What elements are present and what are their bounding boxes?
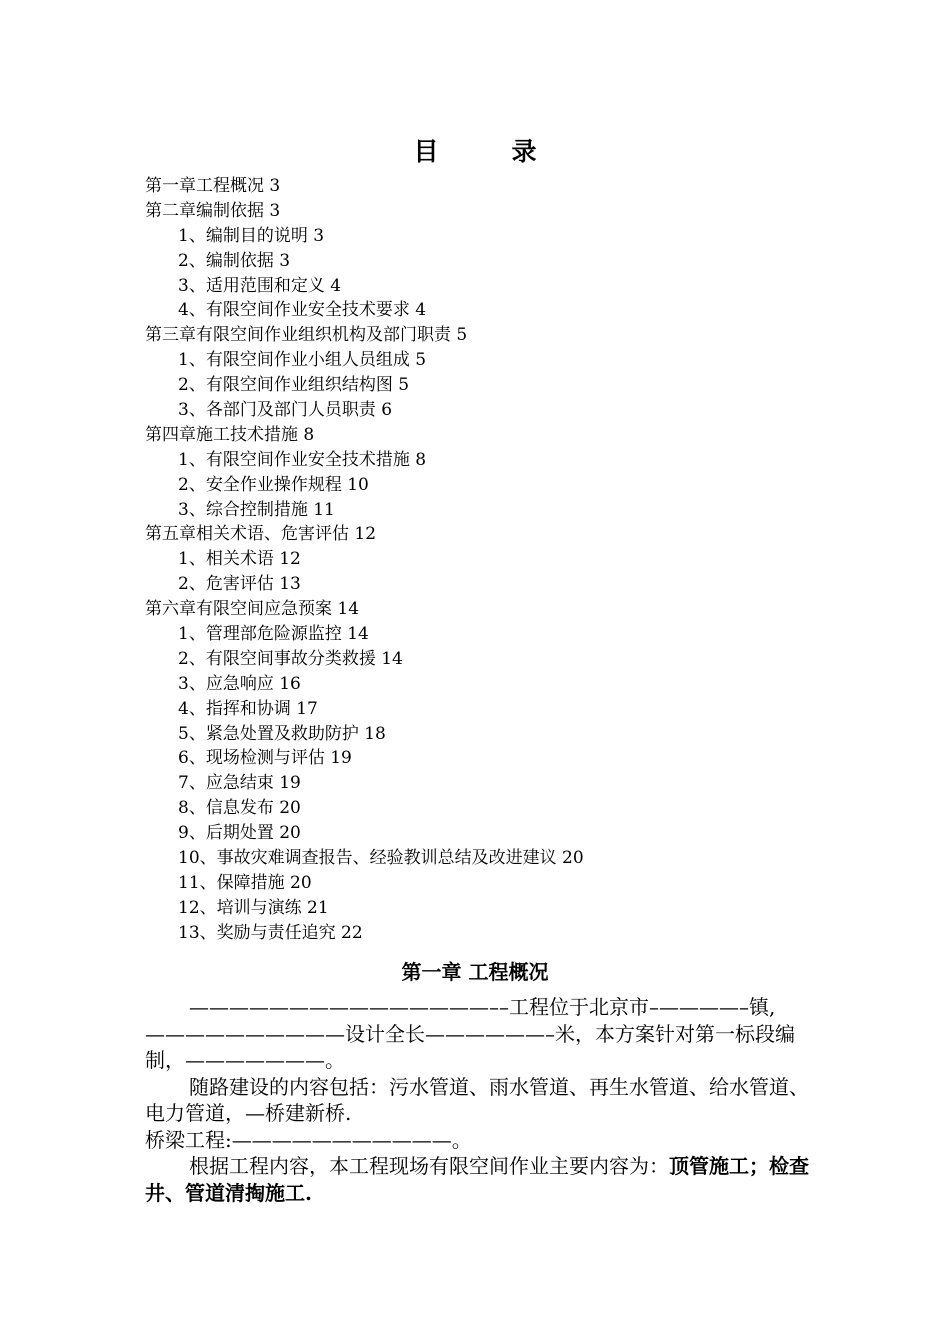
paragraph-bridge: 桥梁工程:———————————。 bbox=[145, 1127, 472, 1152]
toc-chapter-entry[interactable]: 第五章相关术语、危害评估 12 bbox=[145, 524, 377, 545]
toc-chapter-entry[interactable]: 第六章有限空间应急预案 14 bbox=[145, 599, 360, 620]
toc-section-entry[interactable]: 4、有限空间作业安全技术要求 4 bbox=[178, 300, 427, 321]
toc-section-entry[interactable]: 4、指挥和协调 17 bbox=[178, 698, 318, 719]
paragraph-work-content bbox=[145, 1153, 810, 1206]
paragraph-scope: 随路建设的内容包括：污水管道、雨水管道、再生水管道、给水管道、电力管道，—桥建新桥. bbox=[145, 1074, 809, 1125]
toc-section-entry[interactable]: 1、有限空间作业安全技术措施 8 bbox=[178, 449, 427, 470]
toc-section-entry[interactable]: 3、适用范围和定义 4 bbox=[178, 275, 342, 296]
toc-chapter-entry[interactable]: 第二章编制依据 3 bbox=[145, 200, 281, 221]
toc-section-entry[interactable]: 3、各部门及部门人员职责 6 bbox=[178, 400, 393, 421]
toc-section-entry[interactable]: 2、安全作业操作规程 10 bbox=[178, 474, 369, 495]
toc-section-entry[interactable]: 1、相关术语 12 bbox=[178, 549, 301, 570]
chapter-body bbox=[145, 994, 810, 1206]
toc-section-entry[interactable]: 3、综合控制措施 11 bbox=[178, 499, 335, 520]
toc-section-entry[interactable]: 2、有限空间事故分类救援 14 bbox=[178, 648, 403, 669]
toc-section-entry[interactable]: 2、有限空间作业组织结构图 5 bbox=[178, 375, 410, 396]
toc-section-entry[interactable]: 3、应急响应 16 bbox=[178, 673, 301, 694]
toc-section-entry[interactable]: 6、现场检测与评估 19 bbox=[178, 748, 352, 769]
chapter-title: 第一章 工程概况 bbox=[401, 960, 549, 984]
toc-chapter-entry[interactable]: 第四章施工技术措施 8 bbox=[145, 424, 315, 445]
work-content-text: 根据工程内容，本工程现场有限空间作业主要内容为： bbox=[189, 1154, 669, 1178]
toc-chapter-entry[interactable]: 第三章有限空间作业组织机构及部门职责 5 bbox=[145, 325, 468, 346]
toc-list bbox=[145, 174, 825, 946]
toc-title: 目 录 bbox=[413, 137, 561, 166]
toc-section-entry[interactable]: 1、管理部危险源监控 14 bbox=[178, 624, 369, 645]
toc-section-entry[interactable]: 8、信息发布 20 bbox=[178, 798, 301, 819]
toc-section-entry[interactable]: 2、危害评估 13 bbox=[178, 574, 301, 595]
toc-section-entry[interactable]: 7、应急结束 19 bbox=[178, 773, 301, 794]
toc-section-entry[interactable]: 13、奖励与责任追究 22 bbox=[178, 922, 363, 943]
paragraph-location: ———————————————––工程位于北京市–————–镇, ——————————设计全长——————–米，本方案针对第一标段编制，———————。 bbox=[145, 995, 795, 1072]
toc-section-entry[interactable]: 1、编制目的说明 3 bbox=[178, 225, 325, 246]
toc-section-entry[interactable]: 11、保障措施 20 bbox=[178, 872, 312, 893]
toc-section-entry[interactable]: 9、后期处置 20 bbox=[178, 823, 301, 844]
toc-section-entry[interactable]: 5、紧急处置及救助防护 18 bbox=[178, 723, 386, 744]
toc-section-entry[interactable]: 10、事故灾难调查报告、经验教训总结及改进建议 20 bbox=[178, 848, 584, 869]
work-content-emphasis: 顶管施工；检查井、管道清掏施工. bbox=[145, 1154, 809, 1205]
toc-section-entry[interactable]: 12、培训与演练 21 bbox=[178, 897, 329, 918]
toc-chapter-entry[interactable]: 第一章工程概况 3 bbox=[145, 176, 281, 196]
toc-section-entry[interactable]: 1、有限空间作业小组人员组成 5 bbox=[178, 350, 427, 371]
toc-section-entry[interactable]: 2、编制依据 3 bbox=[178, 250, 291, 271]
